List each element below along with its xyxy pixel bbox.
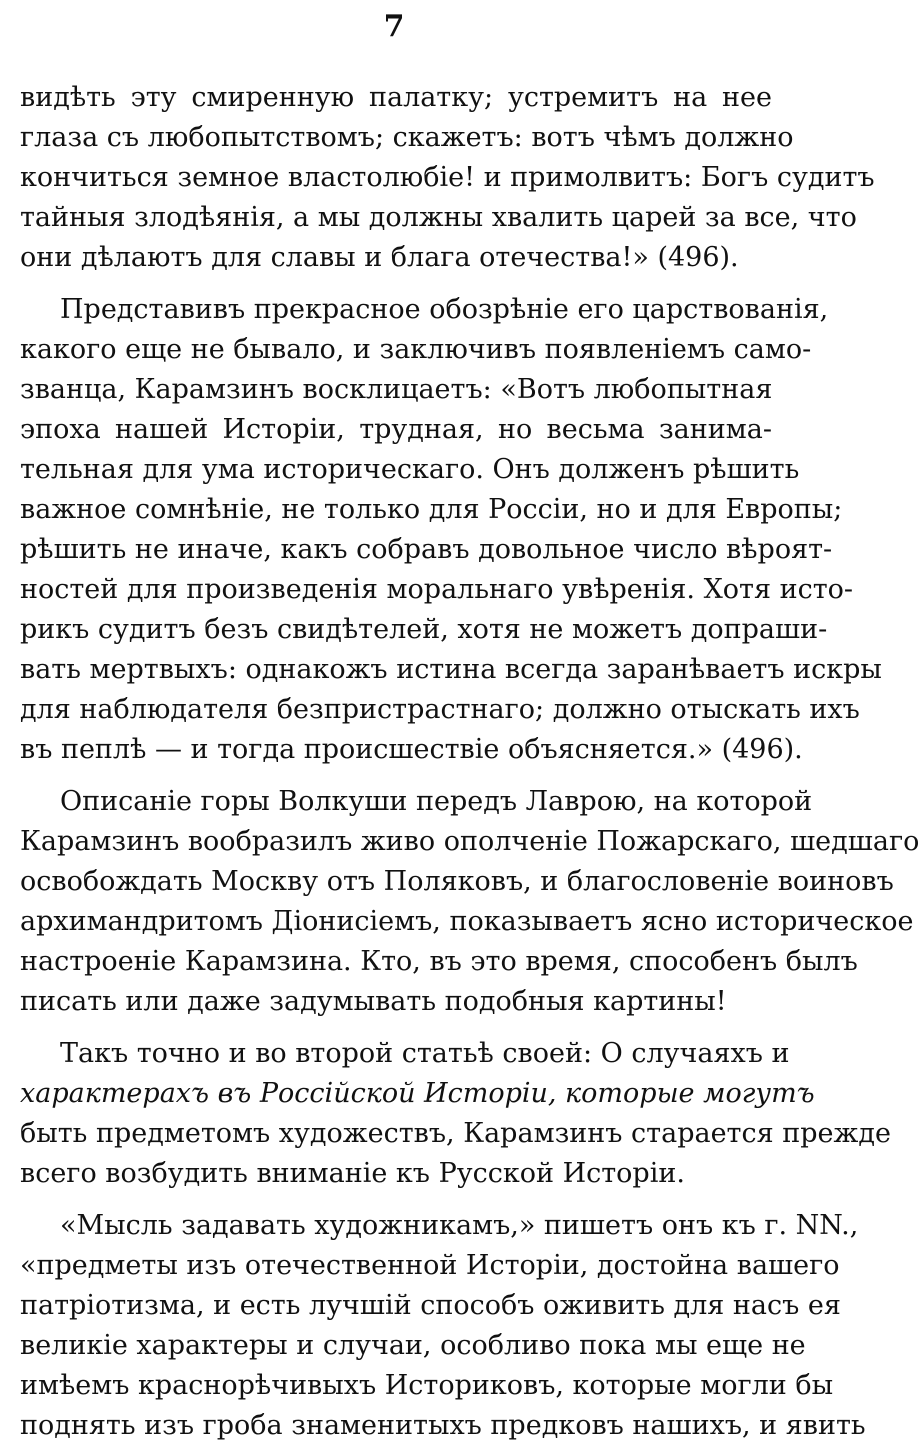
text-line: важное сомнѣніе, не только для Россіи, но и для Европы; <box>20 494 843 525</box>
text-line: патріотизма, и есть лучшій способъ оживить для насъ ея <box>20 1290 841 1321</box>
text-line: ностей для произведенія моральнаго увѣренія. Хотя исто- <box>20 574 854 605</box>
page-number: 7 <box>383 9 405 44</box>
text-line: всего возбудить вниманіе къ Русской Исторіи. <box>20 1158 685 1189</box>
text-line: освобождать Москву отъ Поляковъ, и благословеніе воиновъ <box>20 866 894 897</box>
text-line: «Мысль задавать художникамъ,» пишетъ онъ къ г. NN., <box>60 1210 859 1241</box>
text-line: Такъ точно и во второй статьѣ своей: О случаяхъ и <box>60 1038 790 1069</box>
paragraph <box>20 78 875 278</box>
text-line: кончиться земное властолюбіе! и примолвитъ: Богъ судитъ <box>20 162 875 193</box>
text-line: великіе характеры и случаи, особливо пока мы еще не <box>20 1330 806 1361</box>
text-line: званца, Карамзинъ восклицаетъ: «Вотъ любопытная <box>20 374 773 405</box>
body-text <box>20 78 919 1446</box>
text-line: тельная для ума историческаго. Онъ долженъ рѣшить <box>20 454 800 485</box>
text-line: рѣшить не иначе, какъ собравъ довольное число вѣроят- <box>20 534 833 565</box>
text-line: настроеніе Карамзина. Кто, въ это время, способенъ былъ <box>20 946 858 977</box>
text-line: они дѣлаютъ для славы и блага отечества!» (496). <box>20 242 739 273</box>
text-line: поднять изъ гроба знаменитыхъ предковъ нашихъ, и явить <box>20 1410 866 1441</box>
text-line: для наблюдателя безпристрастнаго; должно отыскать ихъ <box>20 694 860 725</box>
text-line: рикъ судитъ безъ свидѣтелей, хотя не можетъ допраши- <box>20 614 828 645</box>
text-line: быть предметомъ художествъ, Карамзинъ старается прежде <box>20 1118 891 1149</box>
text-line: имѣемъ краснорѣчивыхъ Историковъ, которые могли бы <box>20 1370 834 1401</box>
text-line-italic: характерахъ въ Россійской Исторіи, которые могутъ <box>20 1078 815 1109</box>
text-line: какого еще не бывало, и заключивъ появленіемъ само- <box>20 334 812 365</box>
text-line: писать или даже задумывать подобныя картины! <box>20 986 727 1017</box>
text-line: Карамзинъ вообразилъ живо ополченіе Пожарскаго, шедшаго <box>20 826 919 857</box>
paragraph <box>20 1034 891 1194</box>
text-line: тайныя злодѣянія, а мы должны хвалить царей за все, что <box>20 202 857 233</box>
text-line: вать мертвыхъ: однакожъ истина всегда заранѣваетъ искры <box>20 654 882 685</box>
text-line: эпоха нашей Исторіи, трудная, но весьма занима- <box>20 414 772 445</box>
text-line: «предметы изъ отечественной Исторіи, достойна вашего <box>20 1250 840 1281</box>
text-line: видѣть эту смиренную палатку; устремитъ на нее <box>20 82 772 113</box>
text-line: глаза съ любопытствомъ; скажетъ: вотъ чѣмъ должно <box>20 122 794 153</box>
text-line: Представивъ прекрасное обозрѣніе его царствованія, <box>60 294 829 325</box>
paragraph <box>20 290 882 770</box>
paragraph <box>20 1206 866 1446</box>
paragraph <box>20 782 919 1022</box>
text-line: въ пеплѣ — и тогда происшествіе объясняется.» (496). <box>20 734 803 765</box>
text-line: архимандритомъ Діонисіемъ, показываетъ ясно историческое <box>20 906 914 937</box>
text-line: Описаніе горы Волкуши передъ Лаврою, на которой <box>60 786 813 817</box>
